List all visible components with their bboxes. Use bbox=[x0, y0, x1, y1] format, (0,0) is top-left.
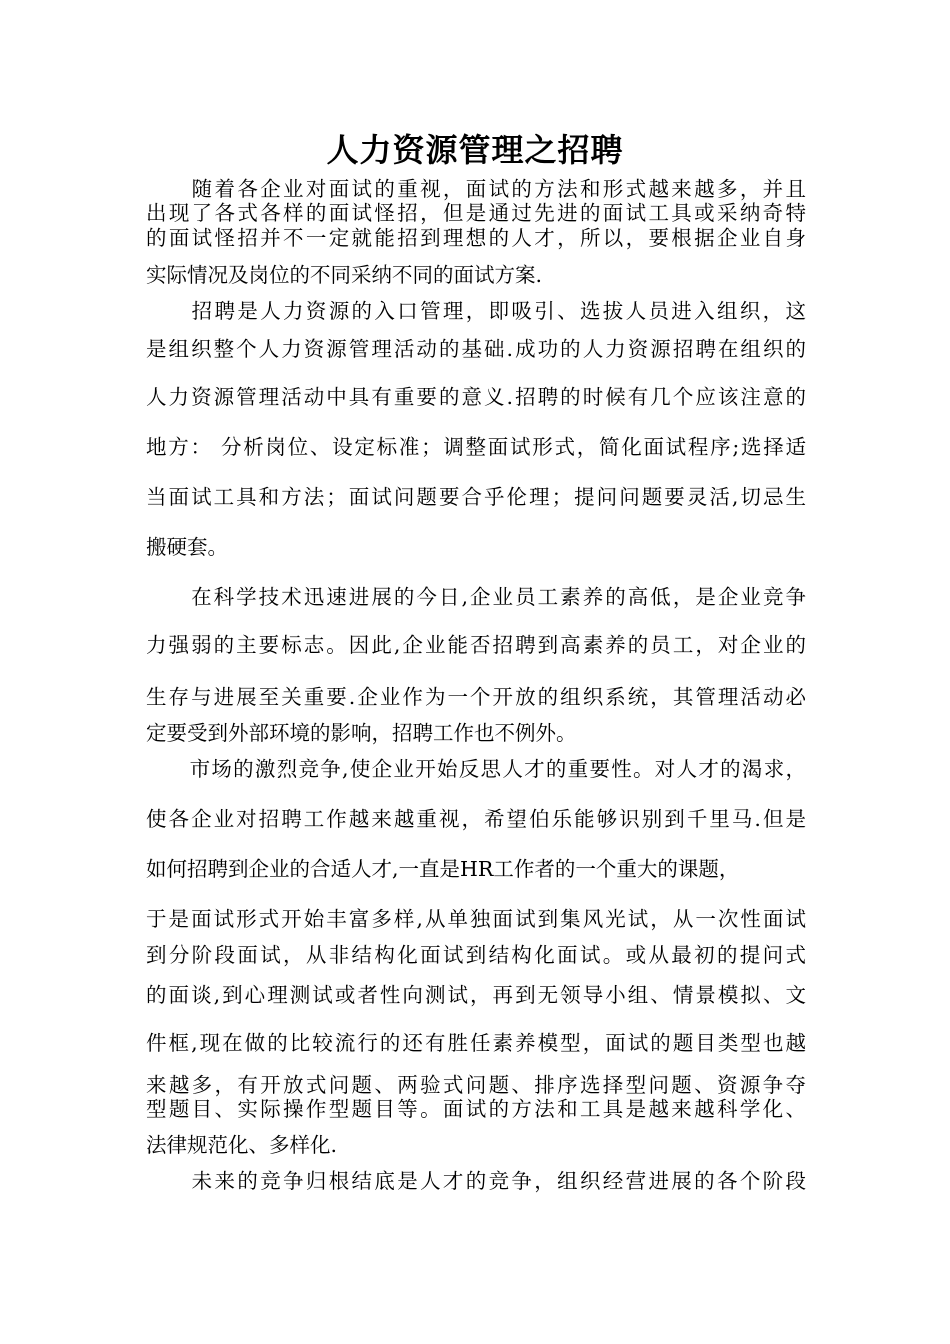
text-line: 定要受到外部环境的影响，招聘工作也不例外。 bbox=[146, 721, 577, 745]
text-line: 当面试工具和方法；面试问题要合乎伦理；提问问题要灵活,切忌生 bbox=[146, 485, 806, 509]
text-line: 于是面试形式开始丰富多样,从单独面试到集风光试，从一次性面试 bbox=[146, 907, 806, 931]
text-line: 人力资源管理活动中具有重要的意义.招聘的时候有几个应该注意的 bbox=[146, 385, 806, 409]
text-line: 法律规范化、多样化. bbox=[146, 1133, 338, 1157]
text-line: 出现了各式各样的面试怪招，但是通过先进的面试工具或采纳奇特 bbox=[146, 201, 806, 225]
text-line: 随着各企业对面试的重视，面试的方法和形式越来越多，并且 bbox=[146, 177, 806, 201]
text-line: 市场的激烈竞争,使企业开始反思人才的重要性。对人才的渴求， bbox=[146, 757, 806, 781]
text-line: 的面谈,到心理测试或者性向测试，再到无领导小组、情景模拟、文 bbox=[146, 983, 806, 1007]
text-line: 型题目、实际操作型题目等。面试的方法和工具是越来越科学化、 bbox=[146, 1097, 806, 1121]
text-line: 搬硬套。 bbox=[146, 535, 228, 559]
text-line: 招聘是人力资源的入口管理，即吸引、选拔人员进入组织，这 bbox=[146, 299, 806, 323]
text-line: 是组织整个人力资源管理活动的基础.成功的人力资源招聘在组织的 bbox=[146, 337, 806, 361]
document-title: 人力资源管理之招聘 bbox=[326, 131, 624, 169]
text-line: 的面试怪招并不一定就能招到理想的人才，所以，要根据企业自身 bbox=[146, 226, 806, 250]
text-line: 地方： 分析岗位、设定标准；调整面试形式，简化面试程序;选择适 bbox=[146, 435, 806, 459]
text-line: 实际情况及岗位的不同采纳不同的面试方案. bbox=[146, 263, 543, 287]
text-line: 未来的竞争归根结底是人才的竞争，组织经营进展的各个阶段 bbox=[146, 1169, 806, 1193]
text-line: 到分阶段面试，从非结构化面试到结构化面试。或从最初的提问式 bbox=[146, 943, 806, 967]
text-line: 如何招聘到企业的合适人才,一直是HR工作者的一个重大的课题， bbox=[146, 857, 740, 881]
text-line: 在科学技术迅速进展的今日,企业员工素养的高低，是企业竞争 bbox=[146, 585, 806, 609]
text-line: 来越多，有开放式问题、两验式问题、排序选择型问题、资源争夺 bbox=[146, 1073, 806, 1097]
text-line: 件框,现在做的比较流行的还有胜任素养模型，面试的题目类型也越 bbox=[146, 1031, 806, 1055]
text-line: 生存与进展至关重要.企业作为一个开放的组织系统，其管理活动必 bbox=[146, 685, 806, 709]
text-line: 力强弱的主要标志。因此,企业能否招聘到高素养的员工，对企业的 bbox=[146, 633, 806, 657]
text-line: 使各企业对招聘工作越来越重视，希望伯乐能够识别到千里马.但是 bbox=[146, 807, 806, 831]
